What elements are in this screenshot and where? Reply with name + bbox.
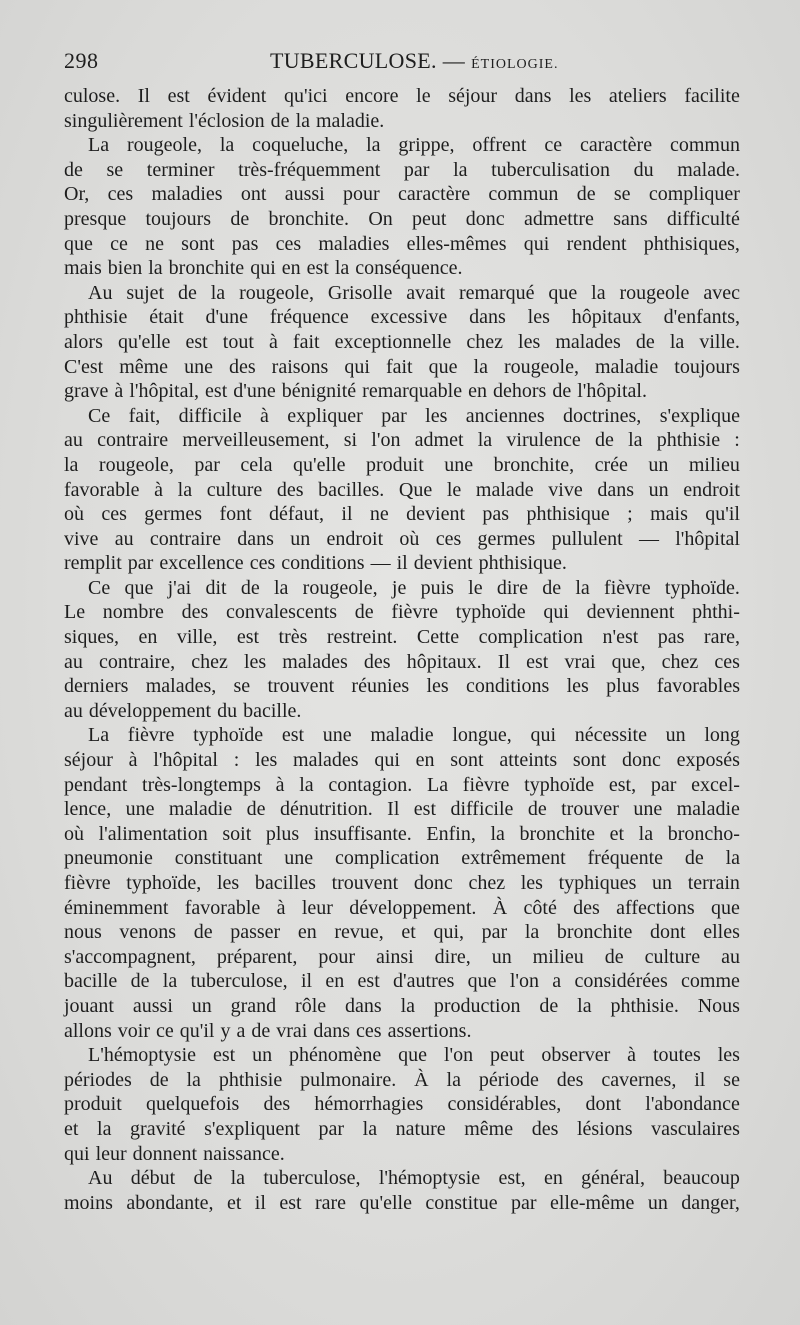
text-line: pendant très-longtemps à la contagion. La fièvre typhoïde est, par excel- bbox=[64, 773, 740, 796]
text-line: Au sujet de la rougeole, Grisolle avait remarqué que la rougeole avec bbox=[88, 281, 740, 304]
text-line: où ces germes font défaut, il ne devient pas phthisique ; mais qu'il bbox=[64, 503, 740, 526]
text-line: La rougeole, la coqueluche, la grippe, offrent ce caractère commun bbox=[88, 134, 740, 157]
text-line: produit quelquefois des hémorrhagies considérables, dont l'abondance bbox=[64, 1093, 740, 1116]
text-line: L'hémoptysie est un phénomène que l'on peut observer à toutes les bbox=[88, 1044, 740, 1067]
text-line: C'est même une des raisons qui fait que la rougeole, maladie toujours bbox=[64, 355, 740, 378]
paragraph bbox=[64, 576, 740, 724]
text-line: la rougeole, par cela qu'elle produit une bronchite, crée un milieu bbox=[64, 453, 740, 476]
text-line: bacille de la tuberculose, il en est d'autres que l'on a considérées comme bbox=[64, 970, 740, 993]
running-header bbox=[64, 48, 742, 78]
text-line: pneumonie constituant une complication extrêmement fréquente de la bbox=[64, 847, 740, 870]
text-line: s'accompagnent, préparent, pour ainsi dire, un milieu de culture au bbox=[64, 945, 740, 968]
text-line: singulièrement l'éclosion de la maladie. bbox=[64, 109, 385, 132]
text-line: moins abondante, et il est rare qu'elle constitue par elle-même un danger, bbox=[64, 1191, 740, 1214]
text-line: Au début de la tuberculose, l'hémoptysie est, en général, beaucoup bbox=[88, 1167, 740, 1190]
paragraph bbox=[64, 1166, 740, 1215]
text-line: que ce ne sont pas ces maladies elles-mêmes qui rendent phthisiques, bbox=[64, 232, 740, 255]
paragraph bbox=[64, 723, 740, 1043]
text-line: lence, une maladie de dénutrition. Il est difficile de trouver une maladie bbox=[64, 798, 740, 821]
running-title bbox=[270, 48, 558, 74]
text-line: nous venons de passer en revue, et qui, par la bronchite dont elles bbox=[64, 921, 740, 944]
text-line: La fièvre typhoïde est une maladie longue, qui nécessite un long bbox=[88, 724, 740, 747]
text-line: où l'alimentation soit plus insuffisante. Enfin, la bronchite et la broncho- bbox=[64, 822, 740, 845]
text-line: périodes de la phthisie pulmonaire. À la période des cavernes, il se bbox=[64, 1068, 740, 1091]
text-line: culose. Il est évident qu'ici encore le séjour dans les ateliers facilite bbox=[64, 85, 740, 107]
paragraph bbox=[64, 404, 740, 576]
page-number: 298 bbox=[64, 48, 99, 73]
text-line: Ce que j'ai dit de la rougeole, je puis le dire de la fièvre typhoïde. bbox=[88, 576, 740, 599]
text-line: Ce fait, difficile à expliquer par les anciennes doctrines, s'explique bbox=[88, 404, 740, 427]
text-line: mais bien la bronchite qui en est la conséquence. bbox=[64, 257, 463, 280]
text-line: au développement du bacille. bbox=[64, 699, 302, 722]
text-line: vive au contraire dans un endroit où ces germes pullulent — l'hôpital bbox=[64, 527, 740, 550]
section-title: ÉTIOLOGIE. bbox=[471, 57, 559, 72]
text-line: alors qu'elle est tout à fait exceptionnelle chez les malades de la ville. bbox=[64, 330, 740, 353]
chapter-title: TUBERCULOSE. bbox=[270, 48, 437, 73]
text-line: jouant aussi un grand rôle dans la production de la phthisie. Nous bbox=[64, 994, 740, 1017]
paragraph bbox=[64, 84, 740, 133]
title-dash: — bbox=[442, 48, 466, 73]
text-line: au contraire merveilleusement, si l'on admet la virulence de la phthisie : bbox=[64, 429, 740, 452]
text-line: derniers malades, se trouvent réunies les conditions les plus favorables bbox=[64, 675, 740, 698]
paragraph bbox=[64, 133, 740, 281]
text-line: siques, en ville, est très restreint. Cette complication n'est pas rare, bbox=[64, 626, 740, 649]
text-line: Le nombre des convalescents de fièvre typhoïde qui deviennent phthi- bbox=[64, 601, 740, 624]
text-line: presque toujours de bronchite. On peut donc admettre sans difficulté bbox=[64, 207, 740, 230]
text-line: de se terminer très-fréquemment par la tuberculisation du malade. bbox=[64, 158, 740, 181]
text-line: séjour à l'hôpital : les malades qui en sont atteints sont donc exposés bbox=[64, 749, 740, 772]
text-line: au contraire, chez les malades des hôpitaux. Il est vrai que, chez ces bbox=[64, 650, 740, 673]
text-line: phthisie était d'une fréquence excessive dans les hôpitaux d'enfants, bbox=[64, 306, 740, 329]
text-line: grave à l'hôpital, est d'une bénignité remarquable en dehors de l'hôpital. bbox=[64, 380, 647, 403]
body-text bbox=[64, 84, 740, 1215]
text-line: fièvre typhoïde, les bacilles trouvent donc chez les typhiques un terrain bbox=[64, 872, 740, 894]
text-line: et la gravité s'expliquent par la nature même des lésions vasculaires bbox=[64, 1117, 740, 1140]
text-line: qui leur donnent naissance. bbox=[64, 1142, 285, 1165]
paragraph bbox=[64, 281, 740, 404]
text-line: remplit par excellence ces conditions — il devient phthisique. bbox=[64, 552, 567, 575]
paragraph bbox=[64, 1043, 740, 1166]
text-line: favorable à la culture des bacilles. Que le malade vive dans un endroit bbox=[64, 478, 740, 501]
text-line: allons voir ce qu'il y a de vrai dans ces assertions. bbox=[64, 1019, 472, 1042]
text-line: éminemment favorable à leur développement. À côté des affections que bbox=[64, 896, 740, 919]
text-line: Or, ces maladies ont aussi pour caractère commun de se compliquer bbox=[64, 183, 740, 206]
